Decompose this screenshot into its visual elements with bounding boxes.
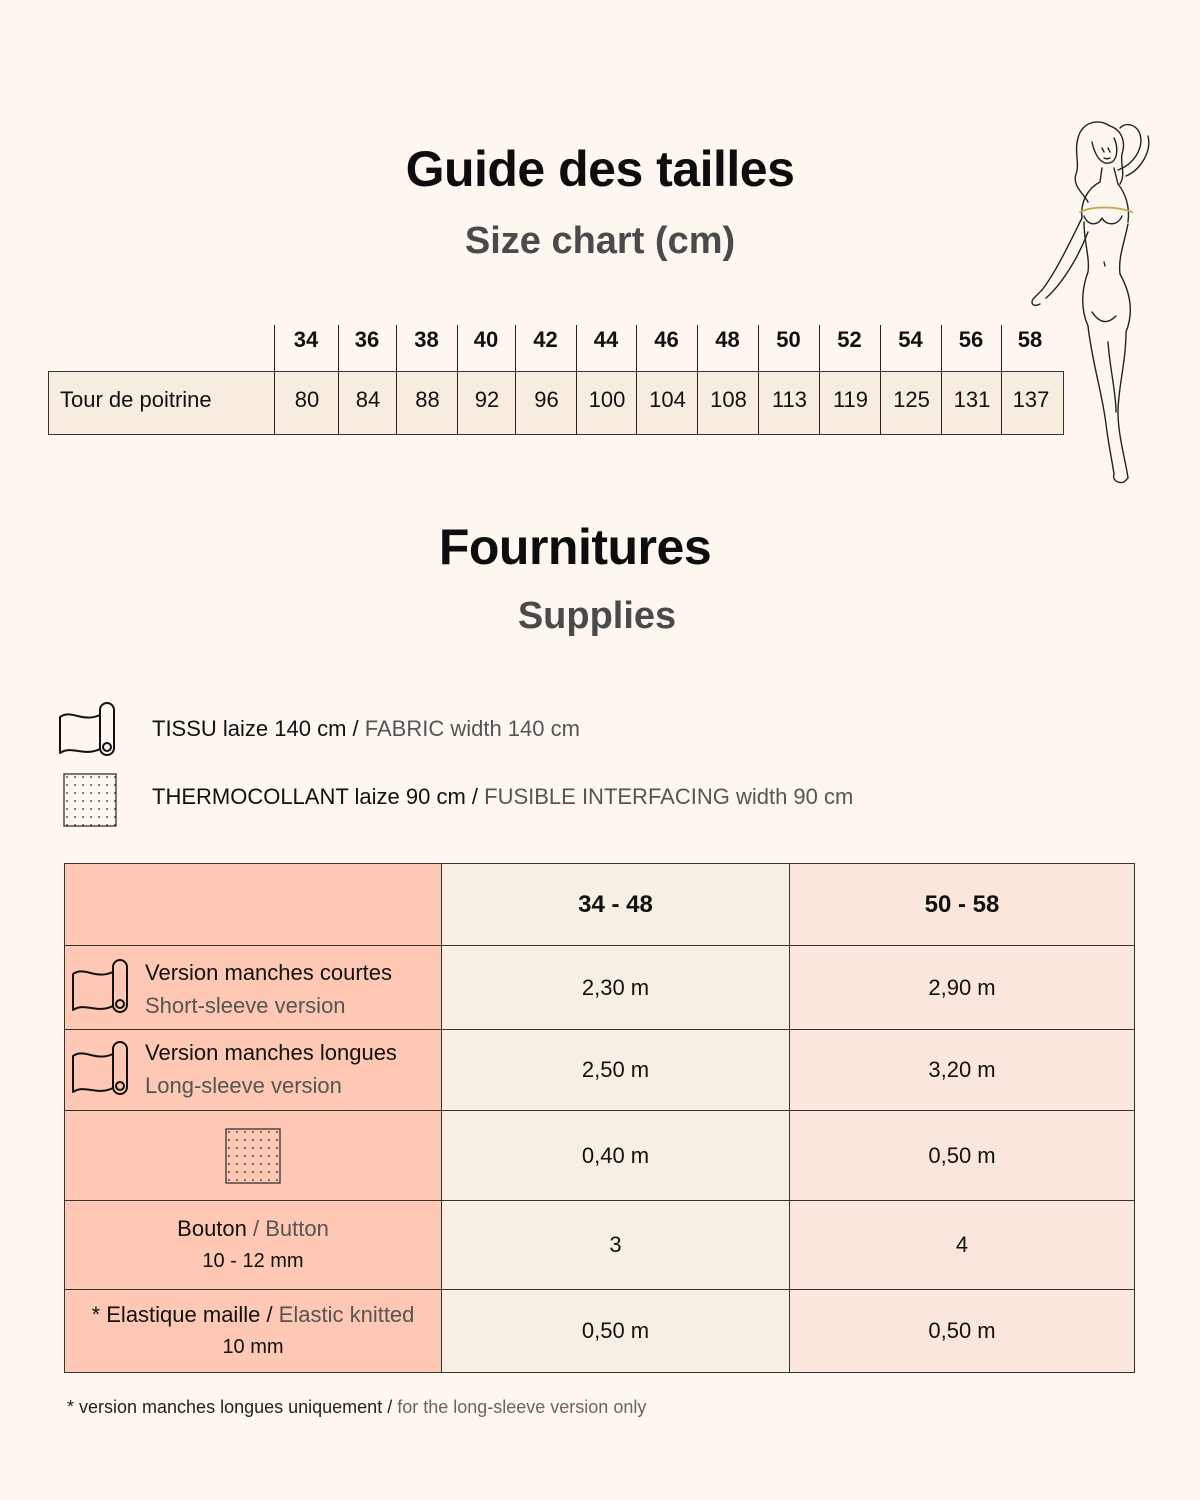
bust-value: 113	[771, 387, 808, 412]
fabric-roll-icon	[71, 1040, 133, 1100]
button-fr: Bouton	[177, 1216, 247, 1241]
button-en: / Button	[246, 1216, 329, 1241]
size-40: 40	[473, 327, 499, 352]
divider	[338, 325, 339, 434]
elastic-label	[65, 1290, 442, 1373]
interfacing-label	[65, 1111, 442, 1201]
elastic-size: 10 mm	[222, 1336, 284, 1358]
interfacing-icon	[225, 1128, 281, 1184]
short-sleeve-fr: Version manches courtes	[145, 960, 393, 985]
fabric-roll-icon	[58, 701, 120, 761]
table-row	[65, 1290, 1135, 1373]
divider	[941, 325, 942, 434]
supplies-table	[64, 863, 1135, 1373]
table-row	[65, 1111, 1135, 1201]
cell-value: 0,50 m	[790, 1111, 1135, 1201]
size-56: 56	[958, 327, 984, 352]
bust-value: 137	[1012, 387, 1050, 412]
footnote-en: for the long-sleeve version only	[392, 1397, 647, 1417]
interfacing-icon	[63, 773, 117, 827]
supplies-subtitle: Supplies	[517, 595, 677, 637]
size-header-row	[48, 325, 1064, 371]
divider	[576, 325, 577, 434]
button-label	[65, 1201, 442, 1290]
header-col-50-58: 50 - 58	[790, 864, 1135, 946]
fabric-line	[152, 716, 580, 742]
divider	[880, 325, 881, 434]
size-44: 44	[593, 327, 619, 352]
bust-value: 131	[953, 387, 991, 412]
bust-value: 92	[474, 387, 500, 412]
cell-value: 0,40 m	[442, 1111, 790, 1201]
bust-value: 125	[893, 387, 930, 412]
bust-value: 108	[710, 387, 747, 412]
divider	[1001, 325, 1002, 434]
divider	[457, 325, 458, 434]
footnote	[67, 1397, 646, 1418]
elastic-fr: * Elastique maille /	[91, 1302, 273, 1327]
bust-value: 119	[832, 387, 869, 412]
bust-value: 84	[355, 387, 381, 412]
supplies-title: Fournitures	[438, 519, 712, 575]
header-empty-cell	[65, 864, 442, 946]
bust-value: 96	[534, 387, 559, 412]
size-48: 48	[715, 327, 740, 352]
header-col-34-48: 34 - 48	[442, 864, 790, 946]
bust-label: Tour de poitrine	[60, 387, 212, 412]
cell-value: 4	[790, 1201, 1135, 1290]
page-subtitle: Size chart (cm)	[464, 220, 736, 262]
size-chart	[48, 325, 1064, 412]
cell-value: 2,30 m	[442, 946, 790, 1030]
divider	[819, 325, 820, 434]
divider	[697, 325, 698, 434]
long-sleeve-en: Long-sleeve version	[145, 1073, 342, 1098]
size-50: 50	[776, 327, 801, 352]
interfacing-en: FUSIBLE INTERFACING width 90 cm	[484, 784, 854, 809]
cell-value: 0,50 m	[442, 1290, 790, 1373]
size-42: 42	[533, 327, 558, 352]
divider	[636, 325, 637, 434]
long-sleeve-label	[65, 1030, 442, 1111]
bust-value: 80	[294, 387, 320, 412]
fabric-roll-icon	[71, 958, 133, 1018]
size-54: 54	[898, 327, 923, 352]
table-row	[65, 1030, 1135, 1111]
size-34: 34	[293, 327, 319, 352]
cell-value: 2,90 m	[790, 946, 1135, 1030]
size-52: 52	[837, 327, 862, 352]
size-38: 38	[414, 327, 439, 352]
bust-value: 88	[415, 387, 440, 412]
divider	[396, 325, 397, 434]
divider	[515, 325, 516, 434]
cell-value: 3,20 m	[790, 1030, 1135, 1111]
bust-row	[48, 371, 1064, 435]
fabric-en: FABRIC width 140 cm	[364, 716, 580, 741]
short-sleeve-en: Short-sleeve version	[145, 993, 346, 1018]
fabric-fr: TISSU laize 140 cm /	[152, 716, 359, 741]
table-row	[65, 946, 1135, 1030]
elastic-en: Elastic knitted	[272, 1302, 415, 1327]
size-46: 46	[654, 327, 679, 352]
cell-value: 3	[442, 1201, 790, 1290]
short-sleeve-label	[65, 946, 442, 1030]
cell-value: 0,50 m	[790, 1290, 1135, 1373]
interfacing-fr: THERMOCOLLANT laize 90 cm /	[152, 784, 479, 809]
table-row	[65, 1201, 1135, 1290]
long-sleeve-fr: Version manches longues	[145, 1040, 397, 1065]
interfacing-line	[152, 784, 853, 810]
bust-value: 100	[588, 387, 626, 412]
body-figure-icon	[1022, 112, 1152, 487]
divider	[274, 325, 275, 434]
footnote-fr: * version manches longues uniquement /	[67, 1397, 393, 1417]
size-36: 36	[354, 327, 380, 352]
bust-value: 104	[649, 387, 686, 412]
size-58: 58	[1017, 327, 1043, 352]
divider	[758, 325, 759, 434]
button-size: 10 - 12 mm	[202, 1250, 304, 1272]
table-header-row	[65, 864, 1135, 946]
cell-value: 2,50 m	[442, 1030, 790, 1111]
page-title: Guide des tailles	[405, 141, 795, 197]
